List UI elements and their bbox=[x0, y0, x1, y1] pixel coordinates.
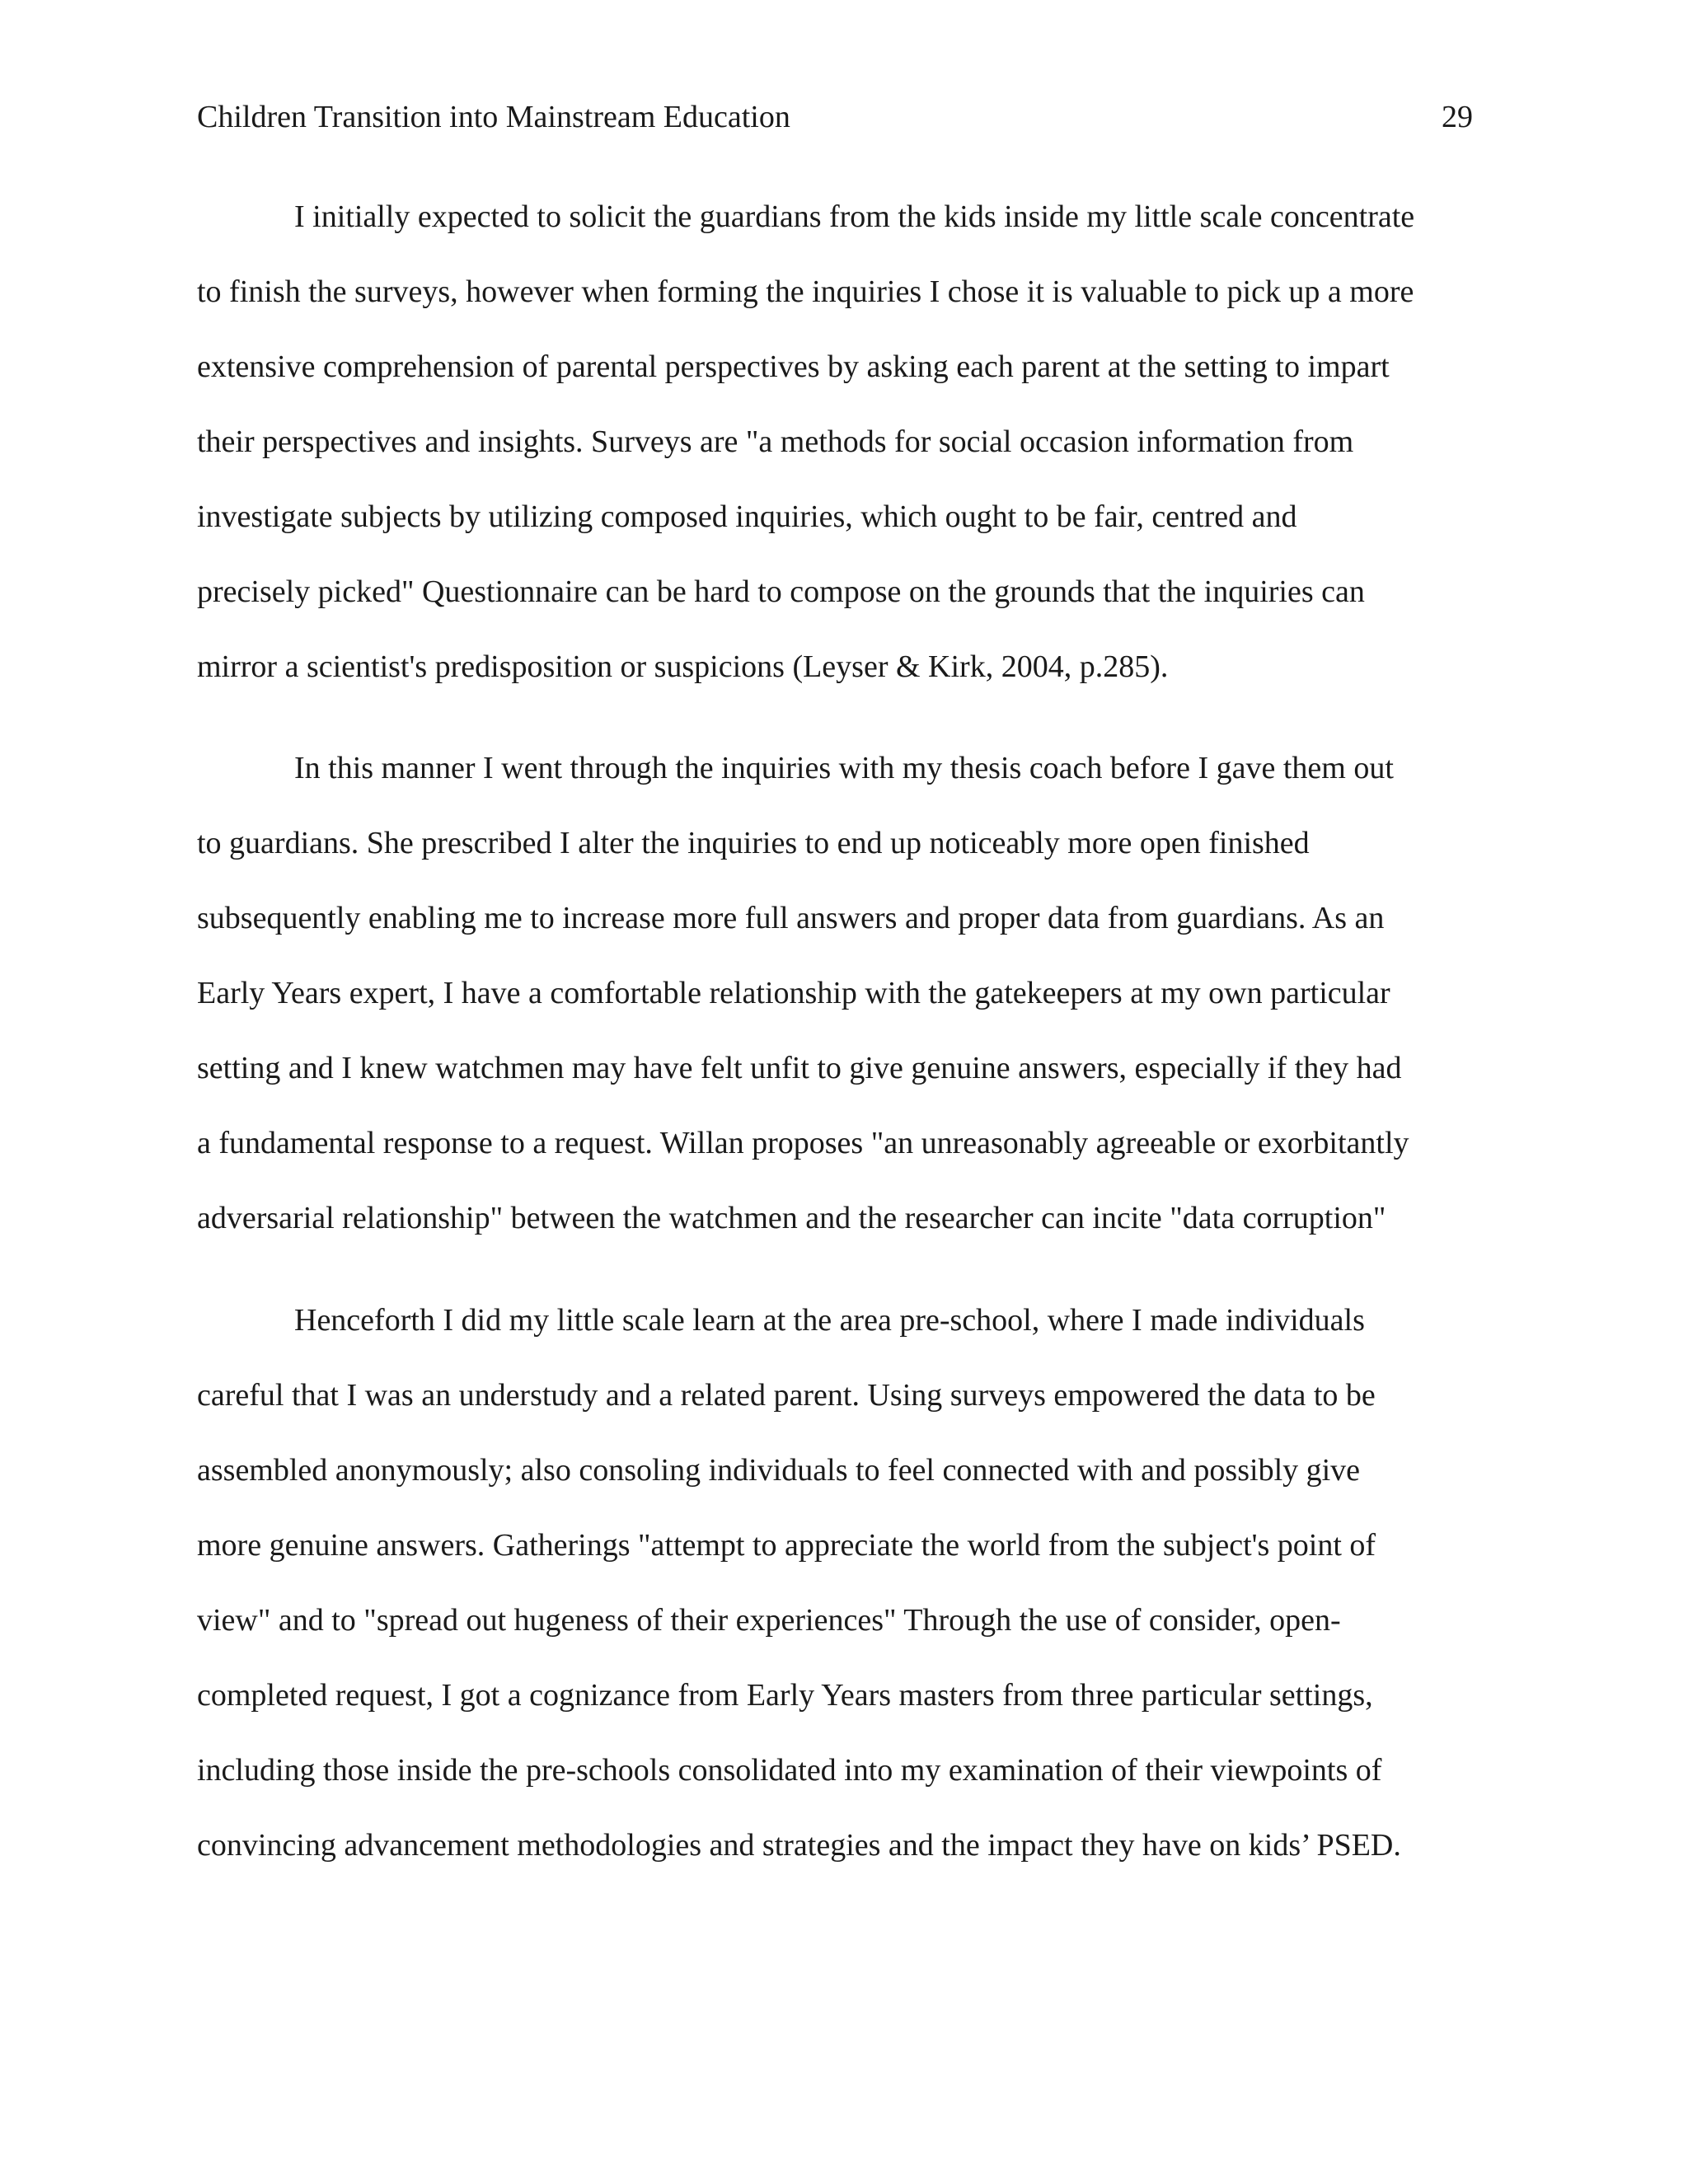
paragraph-line: a fundamental response to a request. Willan proposes "an unreasonably agreeable or exorbitantly bbox=[197, 1126, 1409, 1160]
paragraph-line: adversarial relationship" between the watchmen and the researcher can incite "data corruption" bbox=[197, 1201, 1386, 1235]
paragraph-line: more genuine answers. Gatherings "attempt to appreciate the world from the subject's point of bbox=[197, 1528, 1376, 1563]
running-head-title: Children Transition into Mainstream Education bbox=[197, 100, 790, 134]
paragraph-line: to finish the surveys, however when forming the inquiries I chose it is valuable to pick up a more bbox=[197, 274, 1414, 309]
paragraph-line: careful that I was an understudy and a related parent. Using surveys empowered the data to be bbox=[197, 1378, 1376, 1413]
paragraph-line: In this manner I went through the inquiries with my thesis coach before I gave them out bbox=[294, 751, 1394, 785]
paragraph-line: assembled anonymously; also consoling individuals to feel connected with and possibly give bbox=[197, 1453, 1361, 1488]
paragraph-line: to guardians. She prescribed I alter the inquiries to end up noticeably more open finished bbox=[197, 826, 1310, 860]
paragraph-line: investigate subjects by utilizing composed inquiries, which ought to be fair, centred and bbox=[197, 499, 1297, 534]
paragraph-line: their perspectives and insights. Surveys are "a methods for social occasion information from bbox=[197, 424, 1354, 459]
paragraph-line: precisely picked" Questionnaire can be hard to compose on the grounds that the inquiries can bbox=[197, 574, 1365, 609]
paragraph-line: Henceforth I did my little scale learn at the area pre-school, where I made individuals bbox=[294, 1303, 1365, 1338]
paragraph-line: setting and I knew watchmen may have felt unfit to give genuine answers, especially if they had bbox=[197, 1051, 1402, 1085]
page-number: 29 bbox=[1442, 100, 1473, 134]
paragraph-line: mirror a scientist's predisposition or suspicions (Leyser & Kirk, 2004, p.285). bbox=[197, 649, 1169, 684]
paragraph-line: subsequently enabling me to increase more full answers and proper data from guardians. As an bbox=[197, 901, 1385, 935]
paragraph-line: I initially expected to solicit the guardians from the kids inside my little scale concentrate bbox=[294, 199, 1415, 234]
paragraph-line: extensive comprehension of parental perspectives by asking each parent at the setting to impart bbox=[197, 349, 1390, 384]
paragraph-line: completed request, I got a cognizance from Early Years masters from three particular settings, bbox=[197, 1678, 1373, 1713]
running-head bbox=[197, 92, 1473, 142]
paragraph-line: Early Years expert, I have a comfortable relationship with the gatekeepers at my own particular bbox=[197, 976, 1390, 1010]
paragraph-line: including those inside the pre-schools consolidated into my examination of their viewpoints of bbox=[197, 1753, 1382, 1788]
paragraph-line: view" and to "spread out hugeness of their experiences" Through the use of consider, open- bbox=[197, 1603, 1341, 1638]
paragraph-line: convincing advancement methodologies and strategies and the impact they have on kids’ PSED. bbox=[197, 1828, 1401, 1863]
